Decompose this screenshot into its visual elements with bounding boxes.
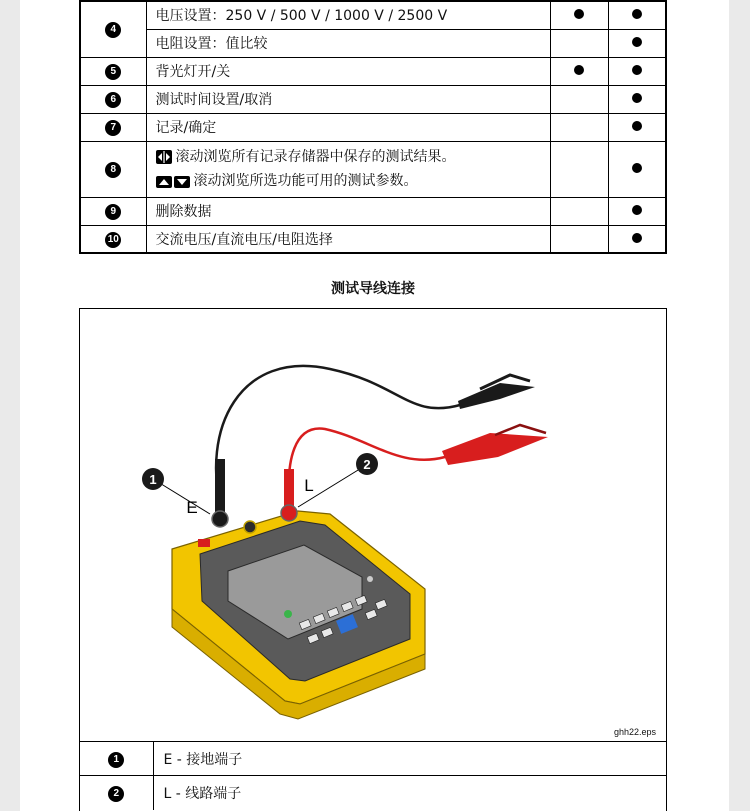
row-label: 交流电压/直流电压/电阻选择 — [146, 225, 550, 253]
callout-badge: 10 — [105, 232, 121, 248]
table-row — [80, 225, 666, 253]
bullet-dot — [632, 9, 642, 19]
bullet-dot — [574, 65, 584, 75]
figure-code: ghh22.eps — [613, 727, 656, 737]
bullet-dot — [632, 163, 642, 173]
row-label: 记录/确定 — [146, 113, 550, 141]
terminal-l-label: L — [304, 476, 314, 495]
callout-badge: 7 — [105, 120, 121, 136]
row-label: 测试时间设置/取消 — [146, 85, 550, 113]
bullet-dot — [632, 233, 642, 243]
up-down-arrow-keys-icon — [156, 176, 190, 188]
manual-page — [20, 0, 729, 811]
row-label: 背光灯开/关 — [146, 57, 550, 85]
table-row — [80, 113, 666, 141]
callout-badge: 9 — [105, 204, 121, 220]
figure-frame — [79, 308, 667, 811]
table-row — [80, 29, 666, 57]
callout-badge: 6 — [105, 92, 121, 108]
callout-badge: 4 — [105, 22, 121, 38]
table-row — [80, 776, 666, 810]
legend-text: E - 接地端子 — [153, 742, 666, 776]
row-label: 电压设置：250 V / 500 V / 1000 V / 2500 V — [146, 1, 550, 29]
row-label: 滚动浏览所有记录存储器中保存的测试结果。 — [175, 149, 456, 165]
callout-badge: 5 — [105, 64, 121, 80]
bullet-dot — [632, 93, 642, 103]
callout-1-number: 1 — [149, 472, 157, 487]
callout-badge: 1 — [108, 752, 124, 768]
figure-caption: 测试导线连接 — [331, 281, 415, 297]
function-table — [79, 0, 667, 254]
figure-legend-table — [80, 741, 666, 810]
table-row — [80, 742, 666, 776]
table-row — [80, 85, 666, 113]
line-terminal — [281, 505, 297, 521]
red-alligator-clip — [442, 433, 548, 465]
table-row — [80, 197, 666, 225]
callout-2-number: 2 — [363, 457, 371, 472]
row-label: 滚动浏览所选功能可用的测试参数。 — [193, 173, 418, 189]
black-probe — [215, 459, 225, 517]
terminal-e-label: E — [186, 498, 198, 517]
callout-badge: 2 — [108, 786, 124, 802]
left-right-arrow-keys-icon — [156, 150, 172, 164]
bullet-dot — [632, 121, 642, 131]
table-row — [80, 141, 666, 197]
row-label: 删除数据 — [146, 197, 550, 225]
callout-badge: 8 — [105, 162, 121, 178]
bullet-dot — [574, 9, 584, 19]
row-label: 电阻设置：值比较 — [146, 29, 550, 57]
tester-illustration — [80, 309, 666, 739]
bullet-dot — [632, 65, 642, 75]
black-test-lead — [216, 366, 460, 512]
table-row — [80, 1, 666, 29]
black-alligator-clip — [458, 383, 535, 409]
power-button-icon — [284, 610, 292, 618]
table-row — [80, 57, 666, 85]
legend-text: L - 线路端子 — [153, 776, 666, 810]
bullet-dot — [632, 37, 642, 47]
earth-terminal — [212, 511, 228, 527]
bullet-dot — [632, 205, 642, 215]
